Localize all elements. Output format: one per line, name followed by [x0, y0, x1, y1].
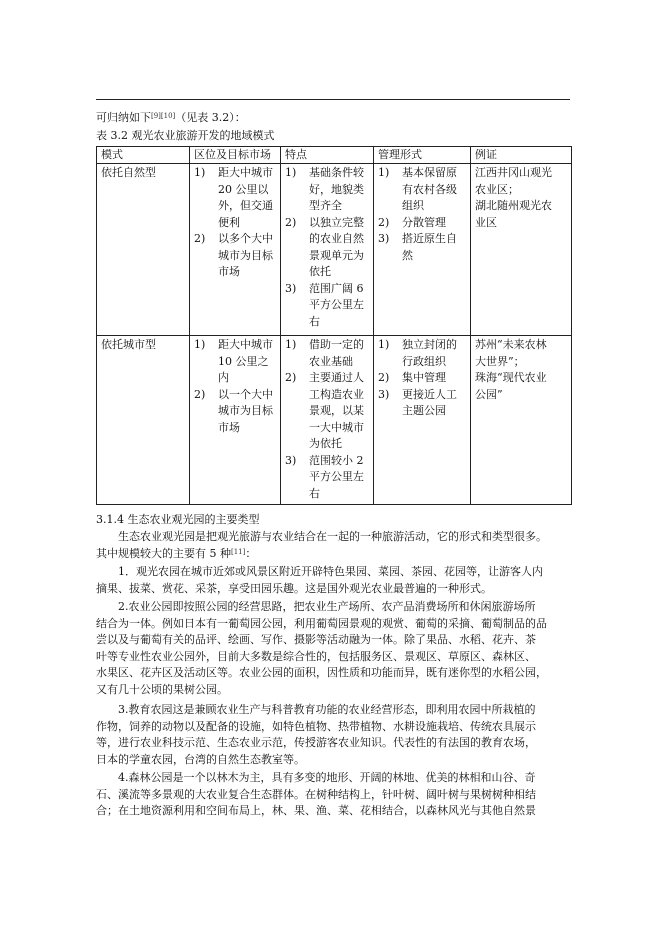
intro-text: 可归纳如下 [96, 111, 151, 124]
header-features: 特点 [281, 147, 374, 164]
paragraph-line: 作物，饲养的动物以及配备的设施，如特色植物、热带植物、水耕设施栽培、传统农具展示 [96, 719, 536, 733]
item-text: 距大中城市 20 公里以 外，但交通 便利 [218, 166, 273, 229]
item-number: 2) [194, 387, 206, 401]
item-text: 主要通过人 工构造农业 景观，以某 一大中城市 为依托 [309, 371, 364, 450]
paragraph-2 [96, 599, 572, 698]
item-text: 借助一定的 农业基础 [309, 338, 364, 368]
list-item [194, 231, 280, 281]
regional-model-table [96, 146, 572, 505]
item-text: 基本保留原 有农村各级 组织 [402, 166, 457, 212]
list-item [285, 370, 373, 453]
header-mode: 模式 [97, 147, 190, 164]
examples-text: 苏州“未来农林 大世界”； 珠海“现代农业 公园” [475, 338, 547, 401]
examples-text: 江西井冈山观光 农业区； 湖北随州观光农 业区 [475, 166, 552, 229]
paragraph-1 [96, 564, 572, 597]
item-number: 1) [285, 338, 297, 351]
item-number: 2) [378, 215, 390, 229]
mode-text: 依托城市型 [101, 338, 156, 351]
item-number: 2) [285, 215, 297, 229]
item-text: 范围广阔 6 平方公里左 右 [309, 281, 364, 328]
paragraph-line: 尝以及与葡萄有关的品评、绘画、写作、摄影等活动融为一体。除了果品、水稻、花卉、茶 [96, 633, 536, 646]
list-item [378, 337, 470, 370]
item-number: 1) [194, 338, 206, 351]
item-number: 3) [378, 232, 390, 245]
table-caption: 表 3.2 观光农业旅游开发的地域模式 [96, 129, 275, 142]
paragraph-line: 结合为一体。例如日本有一葡萄园公园，利用葡萄园景观的观赏、葡萄的采摘、葡萄制品的品 [96, 616, 547, 630]
paragraph-line: 生态农业观光园是把观光旅游与农业结合在一起的一种旅游活动，它的形式和类型很多。 [96, 530, 547, 543]
line-tail: ： [245, 546, 257, 560]
item-text: 集中管理 [402, 371, 446, 384]
item-number: 3) [378, 387, 390, 401]
list-item [194, 387, 280, 437]
item-text: 基础条件较 好，地貌类 型齐全 [309, 166, 364, 212]
list-item [285, 215, 373, 281]
paragraph-line: 石、溪流等多景观的大农业复合生态群体。在树种结构上，针叶树、阔叶树与果树树种相结 [96, 787, 536, 801]
item-text: 以一个大中 城市为目标 市场 [218, 387, 273, 434]
paragraph-line: 叶等专业性农业公园外，目前大多数是综合性的，包括服务区、景观区、草原区、森林区、 [96, 649, 536, 663]
paragraph-line: 又有几十公顷的果树公园。 [96, 682, 228, 696]
section-heading: 3.1.4 生态农业观光园的主要类型 [96, 513, 260, 526]
item-text: 以独立完整 的农业自然 景观单元为 依托 [309, 215, 364, 278]
item-number: 1) [285, 166, 297, 179]
mode-text: 依托自然型 [101, 166, 156, 179]
item-text: 分散管理 [402, 215, 446, 229]
item-number: 2) [285, 371, 297, 384]
list-item [194, 165, 280, 231]
header-location: 区位及目标市场 [190, 147, 281, 164]
paragraph-line: 合；在土地资源利用和空间布局上，林、果、渔、菜、花相结合，以森林风光与其他自然景 [96, 804, 536, 817]
list-item [378, 165, 470, 215]
paragraph-intro [96, 529, 572, 562]
paragraph-ref: [11] [231, 547, 246, 556]
list-item [378, 370, 470, 387]
item-number: 1) [378, 166, 390, 179]
item-number: 1) [378, 338, 390, 351]
list-item [285, 337, 373, 370]
cell-location [190, 164, 281, 336]
list-item [194, 337, 280, 387]
cell-mode [97, 336, 190, 505]
list-item [378, 387, 470, 420]
paragraph-line: 1．观光农园在城市近郊或风景区附近开辟特色果园、菜园、茶园、花园等，让游客人内 [96, 565, 543, 578]
item-text: 距大中城市 10 公里之 内 [218, 338, 273, 384]
item-number: 1) [194, 166, 206, 179]
cell-examples [471, 336, 572, 505]
item-number: 3) [285, 453, 297, 467]
item-number: 3) [285, 281, 297, 295]
cell-features [281, 164, 374, 336]
cell-management [374, 336, 471, 505]
intro-line [96, 111, 246, 125]
table-row [97, 336, 572, 505]
header-rule [96, 99, 570, 100]
item-text: 更接近人工 主题公园 [402, 387, 457, 417]
cell-mode [97, 164, 190, 336]
paragraph-line: 摘果、拔菜、赏花、采茶，享受田园乐趣。这是国外观光农业最普遍的一种形式。 [96, 581, 492, 595]
paragraph-line: 水果区、花卉区及活动区等。农业公园的面积，因性质和功能而异，既有迷你型的水稻公园， [96, 666, 547, 679]
intro-after: （见表 3.2）： [175, 111, 246, 124]
header-management: 管理形式 [374, 147, 471, 164]
header-examples: 例证 [471, 147, 572, 164]
list-item [285, 453, 373, 503]
item-text: 独立封闭的 行政组织 [402, 338, 457, 368]
cell-features [281, 336, 374, 505]
intro-ref: [9][10] [151, 112, 176, 120]
list-item [378, 231, 470, 264]
cell-examples [471, 164, 572, 336]
paragraph-3 [96, 702, 572, 768]
table-header-row [97, 147, 572, 164]
paragraph-4 [96, 770, 572, 820]
item-number: 2) [194, 232, 206, 245]
list-item [285, 165, 373, 215]
paragraph-line: 4.森林公园是一个以林木为主，具有多变的地形、开阔的林地、优美的林相和山谷、奇 [96, 771, 536, 784]
item-text: 以多个大中 城市为目标 市场 [218, 232, 273, 278]
cell-location [190, 336, 281, 505]
line-text: 其中规模较大的主要有 5 种 [96, 546, 231, 560]
paragraph-line: 3.教育农园这是兼顾农业生产与科普教育功能的农业经营形态，即利用农园中所栽植的 [96, 703, 536, 716]
paragraph-line: 等，进行农业科技示范、生态农业示范，传授游客农业知识。代表性的有法国的教育农场， [96, 736, 536, 749]
paragraph-line [96, 546, 572, 563]
list-item [378, 215, 470, 232]
list-item [285, 281, 373, 331]
cell-management [374, 164, 471, 336]
paragraph-line: 2.农业公园即按照公园的经营思路，把农业生产场所、农产品消费场所和休闲旅游场所 [96, 600, 536, 613]
table-row [97, 164, 572, 336]
paragraph-line: 日本的学童农园，台湾的自然生态教室等。 [96, 752, 305, 766]
item-text: 范围较小 2 平方公里左 右 [309, 453, 364, 500]
item-text: 搭近原生自 然 [402, 232, 457, 262]
item-number: 2) [378, 371, 390, 384]
